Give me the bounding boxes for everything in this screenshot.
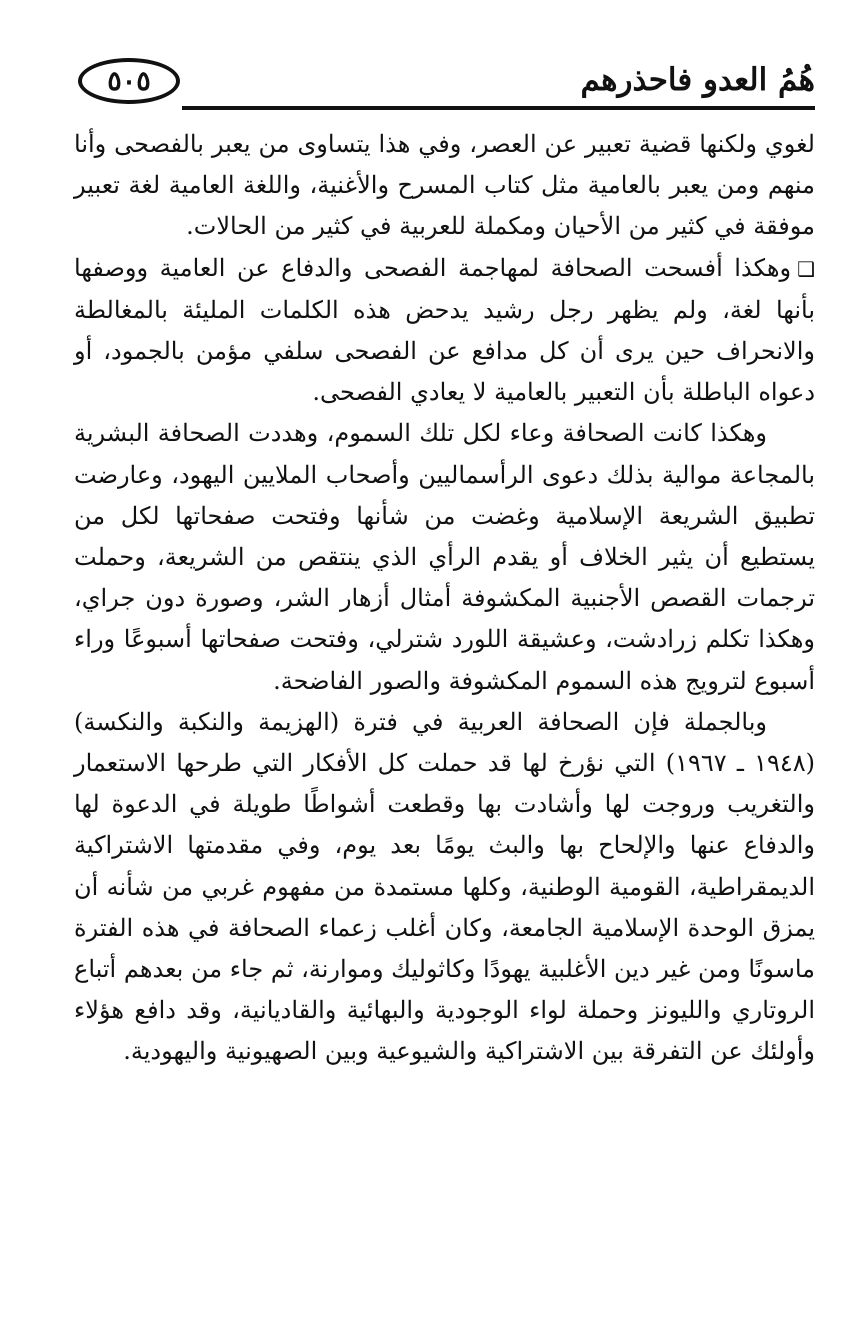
paragraph-text: وهكذا أفسحت الصحافة لمهاجمة الفصحى والدفاع عن العامية ووصفها بأنها لغة، ولم يظهر رجل رشيد يدحض هذه الكلمات المليئة بالمغالطة والانحراف حين يرى أن كل مدافع عن الفصحى سلفي مؤمن بالجمود، أو دعواه الباطلة بأن التعبير بالعامية لا يعادي الفصحى.	[74, 253, 816, 407]
paragraph: وهكذا كانت الصحافة وعاء لكل تلك السموم، وهددت الصحافة البشرية بالمجاعة موالية بذلك دعوى الرأسماليين وأصحاب الملايين اليهود، وعارضت تطبيق الشريعة الإسلامية وغضت من شأنها وفتحت صفحاتها لكل من يستطيع أن يثير الخلاف أو يقدم الرأي الذي ينتقص من الشريعة، وحملت ترجمات القصص الأجنبية المكشوفة أمثال أزهار الشر، وصورة دون جراي، وهكذا تكلم زرادشت، وعشيقة اللورد شترلي، وفتحت صفحاتها أسبوعًا وراء أسبوع لترويج هذه السموم المكشوفة والصور الفاضحة.	[74, 419, 816, 695]
running-title: هُمُ العدو فاحذرهم	[580, 62, 815, 98]
paragraph: وبالجملة فإن الصحافة العربية في فترة (الهزيمة والنكبة والنكسة) (١٩٤٨ ـ ١٩٦٧) التي نؤرخ لها قد حملت كل الأفكار التي طرحها الاستعمار والتغريب وروجت لها وأشادت بها وقطعت أشواطًا طويلة في الدعوة لها والدفاع عنها والإلحاح بها والبث يومًا بعد يوم، وفي مقدمتها الاشتراكية الديمقراطية، القومية الوطنية، وكلها مستمدة من مفهوم غربي من شأنه أن يمزق الوحدة الإسلامية الجامعة، وكان أغلب زعماء الصحافة في هذه الفترة ماسونًا ومن غير دين الأغلبية يهودًا وكاثوليك وموارنة، ثم جاء من بعدهم أتباع الروتاري والليونز وحملة لواء الوجودية والبهائية والقاديانية، وقد دافع هؤلاء وأولئك عن التفرقة بين الاشتراكية والشيوعية وبين الصهيونية واليهودية.	[74, 707, 816, 1066]
page-header	[70, 52, 815, 116]
note-box-icon: ❑	[797, 256, 815, 281]
page-body	[74, 124, 815, 1073]
page-number: ٥٠٥	[107, 65, 151, 97]
header-rule	[182, 106, 815, 110]
page-number-badge	[78, 58, 180, 104]
paragraph: لغوي ولكنها قضية تعبير عن العصر، وفي هذا يتساوى من يعبر بالفصحى وأنا منهم ومن يعبر بالعامية مثل كتاب المسرح والأغنية، واللغة العامية لغة تعبير موفقة في كثير من الأحيان ومكملة للعربية في كثير من الحالات.	[74, 130, 815, 241]
paragraph	[74, 248, 815, 414]
